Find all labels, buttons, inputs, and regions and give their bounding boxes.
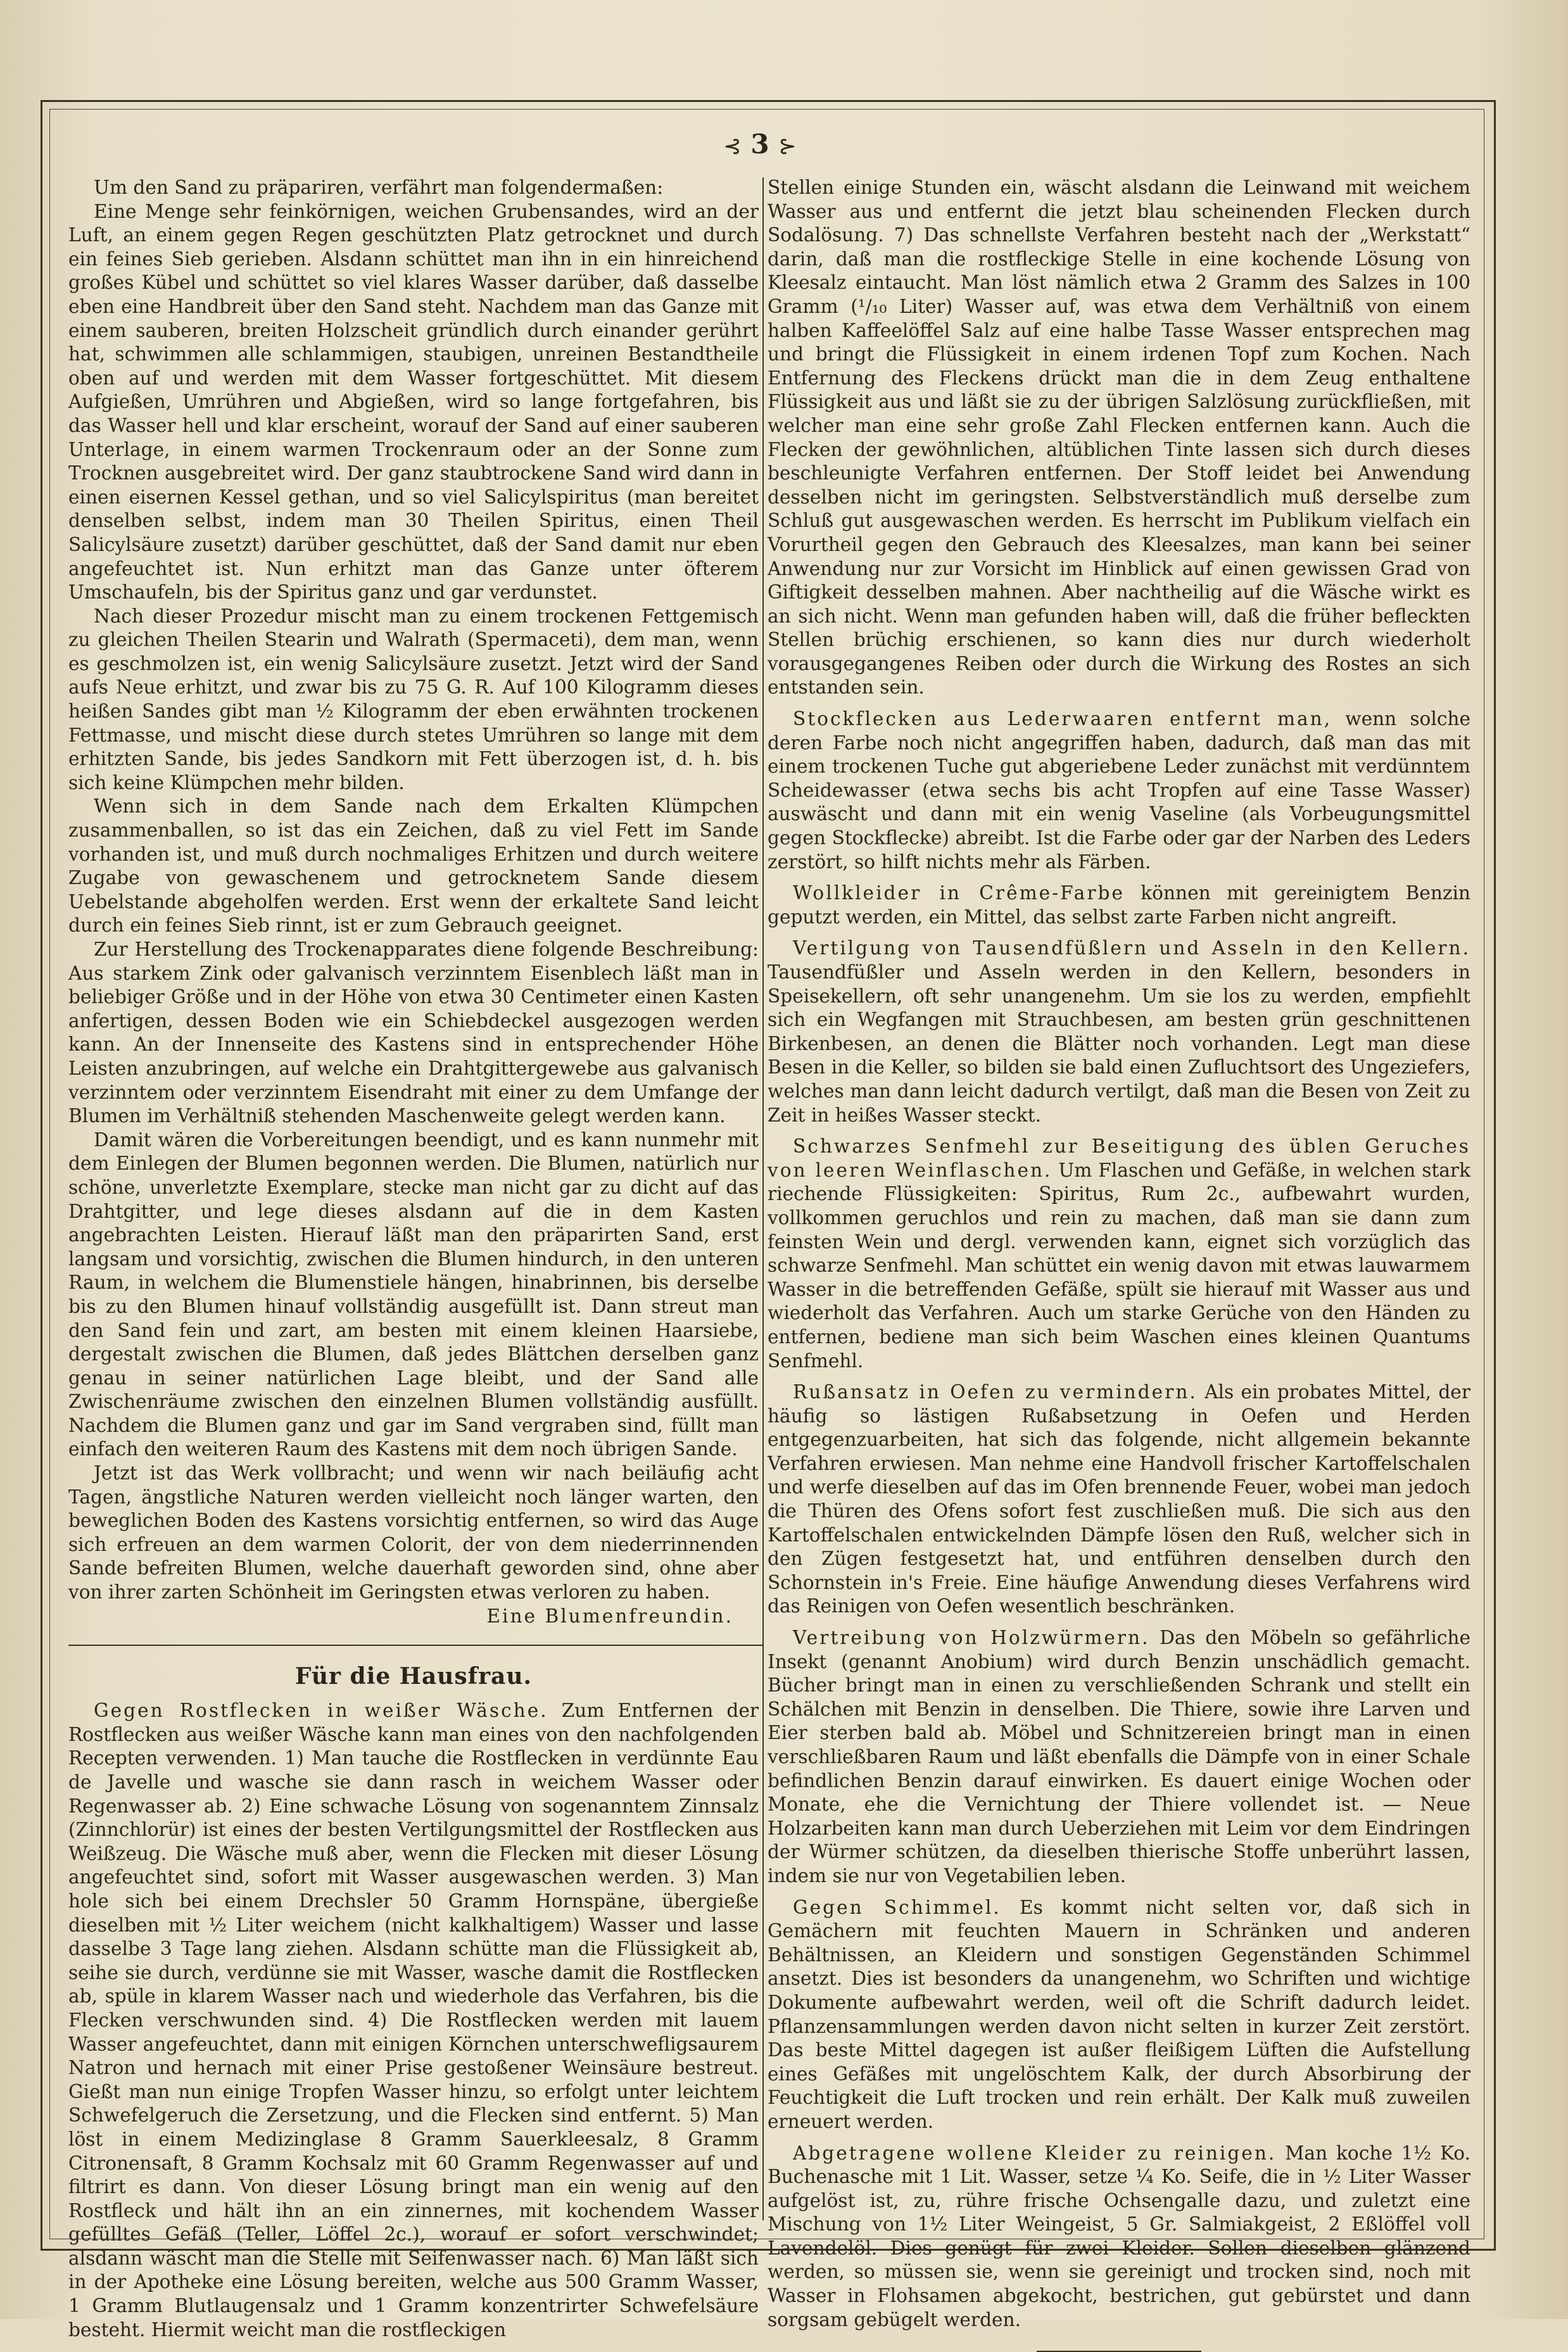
ornament-right-icon: ⊱ — [778, 134, 797, 159]
author-signature: Eine Blumenfreundin. — [486, 1605, 733, 1627]
intro-paragraph: Um den Sand zu präpariren, verfährt man folgendermaßen: — [94, 177, 664, 198]
ornament-left-icon: ⊰ — [723, 134, 742, 159]
article-lead: Schwarzes Senfmehl zur Beseitigung des üblen Geruches von leeren Weinflaschen. — [768, 1135, 1470, 1181]
section-divider — [68, 1645, 762, 1646]
spacer — [768, 1373, 1470, 1381]
article-text: Um Flaschen und Gefäße, in welchen stark riechende Flüssigkeiten: Spiritus, Rum 2c., aufbewahrt wurden, vollkommen geruchlos und rein zu machen, daß man sie dann zum feinsten Wein und dergl. verwenden kann, eignet sich vorzüglich das schwarze Senfmehl. Man schüttet ein wenig davon mit etwas lauwarmem Wasser in die betreffenden Gefäße, spült sie hierauf mit Wasser aus und wiederholt das Verfahren. Auch um starke Gerüche von den Händen zu entfernen, bediene man sich beim Waschen eines kleinen Quantums Senfmehl. — [768, 1159, 1470, 1372]
article-lead: Vertilgung von Tausendfüßlern und Asseln in den Kellern. — [793, 937, 1470, 959]
article-text: Als ein probates Mittel, der häufig so lästigen Rußabsetzung in Oefen und Herden entgegenzuarbeiten, hat sich das folgende, nicht allgemein bekannte Verfahren erwiesen. Man nehme eine Handvoll frischer Kartoffelschalen und werfe dieselben auf das im Ofen brennende Feuer, wobei man jedoch die Thüren des Ofens sofort fest zuschließen muß. Die sich aus den Kartoffelschalen entwickelnden Dämpfe lösen den Ruß, welcher sich in den Zügen festgesetzt hat, und entführen denselben durch den Schornstein in's Freie. Eine häufige Anwendung dieses Verfahrens wird das Reinigen von Oefen wesentlich beschränken. — [768, 1381, 1470, 1617]
paragraph: Eine Menge sehr feinkörnigen, weichen Grubensandes, wird an der Luft, an einem gegen Regen geschützten Platz getrocknet und durch ein feines Sieb gerieben. Alsdann schüttet man ihn in ein hinreichend großes Kübel und schüttet so viel klares Wasser darüber, daß dasselbe eben eine Handbreit über den Sand steht. Nachdem man das Ganze mit einem sauberen, breiten Holzscheit gründlich durch einander gerührt hat, schwimmen alle schlammigen, staubigen, unreinen Bestandtheile oben auf und werden mit dem Wasser fortgeschüttet. Mit diesem Aufgießen, Umrühren und Abgießen, wird so lange fortgefahren, bis das Wasser hell und klar erscheint, worauf der Sand auf einer sauberen Unterlage, in einem warmen Trockenraum oder an der Sonne zum Trocknen ausgebreitet wird. Der ganz staubtrockene Sand wird dann in einen eisernen Kessel gethan, und so viel Salicylspiritus (man bereitet denselben selbst, indem man 30 Theilen Spiritus, einen Theil Salicylsäure zusetzt) darüber geschüttet, daß der Sand damit nur eben angefeuchtet ist. Nun erhitzt man das Ganze unter öfterem Umschaufeln, bis der Spiritus ganz und gar verdunstet. — [68, 200, 759, 604]
left-column — [68, 176, 759, 2341]
column-divider — [762, 177, 764, 2220]
article-item — [768, 1896, 1470, 2134]
article-lead: Gegen Schimmel. — [793, 1896, 1001, 1918]
page-number-value: 3 — [750, 129, 769, 160]
article-lead: Abgetragene wollene Kleider zu reinigen. — [793, 2142, 1277, 2164]
article-text: Zum Entfernen der Rostflecken aus weißer Wäsche kann man eines von den nachfolgenden Recepten verwenden. 1) Man tauche die Rostflecken in verdünnte Eau de Javelle und wasche sie dann rasch in weichem Wasser oder Regenwasser ab. 2) Eine schwache Lösung von sogenanntem Zinnsalz (Zinnchlorür) ist eines der besten Vertilgungsmittel der Rostflecken aus Weißzeug. Die Wäsche muß aber, wenn die Flecken mit dieser Lösung angefeuchtet sind, sofort mit Wasser ausgewaschen werden. 3) Man hole sich bei einem Drechsler 50 Gramm Hornspäne, übergieße dieselben mit ½ Liter weichem (nicht kalkhaltigem) Wasser und lasse dasselbe 3 Tage lang ziehen. Alsdann schütte man die Flüssigkeit ab, seihe sie durch, verdünne sie mit Wasser, wasche damit die Rostflecken ab, spüle in klarem Wasser nach und wiederhole das Verfahren, bis die Flecken verschwunden sind. 4) Die Rostflecken werden mit lauem Wasser angefeuchtet, dann mit einigen Körnchen unterschwefligsaurem Natron und hernach mit einer Prise gestoßener Weinsäure bestreut. Gießt man nun einige Tropfen Wasser hinzu, so erfolgt unter leichtem Schwefelgeruch die Zersetzung, und die Flecken sind entfernt. 5) Man löst in einem Medizinglase 8 Gramm Sauerkleesalz, 8 Gramm Citronensaft, 8 Gramm Kochsalz mit 60 Gramm Regenwasser auf und filtrirt es dann. Von dieser Lösung bringt man ein wenig auf den Rostfleck und hält ihn an ein zinnernes, mit kochendem Wasser gefülltes Gefäß (Teller, Löffel 2c.), worauf er sofort verschwindet; alsdann wäscht man die Stelle mit Seifenwasser nach. 6) Man läßt sich in der Apotheke eine Lösung bereiten, welche aus 500 Gramm Wasser, 1 Gramm Blutlaugensalz und 1 Gramm konzentrirter Schwefelsäure besteht. Hiermit weicht man die rostfleckigen — [68, 1700, 759, 2341]
article-item — [768, 1135, 1470, 1373]
article-text: Das den Möbeln so gefährliche Insekt (genannt Anobium) wird durch Benzin unschädlich gemacht. Bücher bringt man in einen zu verschließenden Schrank und stellt ein Schälchen mit Benzin in denselben. Die Thiere, sowie ihre Larven und Eier sterben bald ab. Möbel und Schnitzereien bringt man in einen verschließbaren Raum und läßt ebenfalls die Dämpfe von in einer Schale befindlichen Benzin darauf einwirken. Es dauert einige Wochen oder Monate, ehe die Vernichtung der Thiere vollendet ist. — Neue Holzarbeiten kann man durch Ueberziehen mit Leim vor dem Eindringen der Würmer schützen, da dieselben thierische Stoffe unberührt lassen, indem sie nur von Vegetabilien leben. — [768, 1627, 1470, 1887]
article-lead: Vertreibung von Holzwürmern. — [793, 1627, 1150, 1649]
article-lead: Gegen Rostflecken in weißer Wäsche. — [94, 1700, 548, 1722]
spacer — [768, 2134, 1470, 2142]
article-text: wenn solche deren Farbe noch nicht angegriffen haben, dadurch, daß man das mit einem trockenen Tuche gut abgeriebene Leder zunächst mit verdünntem Scheidewasser (etwa sechs bis acht Tropfen auf eine Tasse Wasser) auswäscht und dann mit ein wenig Vaseline (als Vorbeugungsmittel gegen Stockflecke) abreibt. Ist die Farbe oder gar der Narben des Leders zerstört, so hilft nichts mehr als Färben. — [768, 708, 1470, 873]
paragraph: Zur Herstellung des Trockenapparates diene folgende Beschreibung: Aus starkem Zink oder galvanisch verzinntem Eisenblech läßt man in beliebiger Größe und in der Höhe von etwa 30 Centimeter einen Kasten anfertigen, dessen Boden wie ein Schiebdeckel ausgezogen werden kann. An der Innenseite des Kastens sind in entsprechender Höhe Leisten anzubringen, auf welche ein Drahtgittergewebe aus galvanisch verzinntem oder verzinntem Eisendraht mit einer zu dem Umfange der Blumen im Verhältniß stehenden Maschenweite gelegt werden kann. — [68, 939, 759, 1127]
article-text: Tausendfüßler und Asseln werden in den Kellern, besonders in Speisekellern, oft sehr unangenehm. Um sie los zu werden, empfiehlt sich ein Wegfangen mit Strauchbesen, am besten grün geschnittenen Birkenbesen, an denen die Blätter noch vorhanden. Legt man diese Besen in die Keller, so bilden sie bald einen Zufluchtsort des Ungeziefers, welches man dann leicht dadurch vertilgt, daß man die Besen von Zeit zu Zeit in heißes Wasser steckt. — [768, 961, 1470, 1126]
paragraph: Nach dieser Prozedur mischt man zu einem trockenen Fettgemisch zu gleichen Theilen Stearin und Walrath (Spermaceti), dem man, wenn es geschmolzen ist, ein wenig Salicylsäure zusetzt. Jetzt wird der Sand aufs Neue erhitzt, und zwar bis zu 75 G. R. Auf 100 Kilogramm dieses heißen Sandes gibt man ½ Kilogramm der eben erwähnten trockenen Fettmasse, und mischt diese durch stetes Umrühren so lange mit dem erhitzten Sande, bis jedes Sandkorn mit Fett überzogen ist, d. h. bis sich keine Klümpchen mehr bilden. — [68, 605, 759, 793]
page-number — [684, 125, 836, 163]
article-text: können mit gereinigtem Benzin geputzt werden, ein Mittel, das selbst zarte Farben nicht angreift. — [768, 882, 1470, 928]
spacer — [768, 1888, 1470, 1896]
article-text: Man koche 1½ Ko. Buchenasche mit 1 Lit. Wasser, setze ¼ Ko. Seife, die in ½ Liter Wasser aufgelöst ist, zu, rühre frische Ochsengalle dazu, und zuletzt eine Mischung von 1½ Liter Weingeist, 5 Gr. Salmiakgeist, 2 Eßlöffel voll Lavendelöl. Dies genügt für zwei Kleider. Sollen dieselben glänzend werden, so müssen sie, wenn sie gereinigt und trocken sind, noch mit Wasser in Flohsamen abgekocht, bestrichen, gut gebürstet und dann sorgsam gebügelt werden. — [768, 2142, 1470, 2330]
section-title: Für die Hausfrau. — [294, 1663, 533, 1690]
spacer — [768, 1127, 1470, 1135]
rust-stain-article — [68, 1699, 759, 2342]
paragraph: Jetzt ist das Werk vollbracht; und wenn wir nach beiläufig acht Tagen, ängstliche Naturen werden vielleicht noch länger warten, den beweglichen Boden des Kastens vorsichtig entfernen, so wird das Auge sich erfreuen an dem warmen Colorit, der von dem niederrinnenden Sande befreiten Blumen, welche dauerhaft geworden sind, ohne aber von ihrer zarten Schönheit im Geringsten etwas verloren zu haben. — [68, 1462, 759, 1603]
article-item — [768, 1626, 1470, 1888]
spacer — [768, 700, 1470, 707]
article-item — [768, 1381, 1470, 1619]
spacer — [768, 1619, 1470, 1626]
article-lead: Rußansatz in Oefen zu vermindern. — [793, 1381, 1198, 1403]
paragraph: Damit wären die Vorbereitungen beendigt, und es kann nunmehr mit dem Einlegen der Blumen begonnen werden. Die Blumen, natürlich nur schöne, unverletzte Exemplare, stecke man nicht gar zu dicht auf das Drahtgitter, und lege dieses alsdann auf die in dem Kasten angebrachten Leisten. Hierauf läßt man den präparirten Sand, erst langsam und vorsichtig, zwischen die Blumen hindurch, in den unteren Raum, in welchem die Blumenstiele hängen, hinabrinnen, bis derselbe bis zu den Blumen hinauf vollständig ausgefüllt ist. Dann streut man den Sand fein und zart, am besten mit einem kleinen Haarsiebe, dergestalt zwischen die Blumen, daß jedes Blättchen derselben ganz genau in seiner natürlichen Lage bleibt, und der Sand alle Zwischenräume zwischen den einzelnen Blumen vollständig ausfüllt. Nachdem die Blumen ganz und gar im Sand vergraben sind, füllt man einfach den weiteren Raum des Kastens mit dem noch übrigen Sande. — [68, 1129, 759, 1460]
article-lead: Wollkleider in Crême-Farbe — [793, 882, 1125, 904]
right-column — [768, 176, 1470, 2330]
paragraph: Wenn sich in dem Sande nach dem Erkalten Klümpchen zusammenballen, so ist das ein Zeichen, daß zu viel Fett im Sande vorhanden ist, und muß durch nochmaliges Erhitzen und durch weitere Zugabe von gewaschenem und getrocknetem Sande diesem Uebelstande abgeholfen werden. Erst wenn der erkaltete Sand leicht durch ein feines Sieb rinnt, ist er zum Gebrauch geeignet. — [68, 795, 759, 937]
article-text: Es kommt nicht selten vor, daß sich in Gemächern mit feuchten Mauern in Schränken und anderen Behältnissen, an Kleidern und sonstigen Gegenständen Schimmel ansetzt. Dies ist besonders da unangenehm, wo Schriften und wichtige Dokumente aufbewahrt werden, weil oft die Schrift dadurch leidet. Pflanzensammlungen werden davon nicht selten in kurzer Zeit zerstört. Das beste Mittel dagegen ist außer fleißigem Lüften die Aufstellung eines Gefäßes mit ungelöschtem Kalk, der durch Absorbirung der Feuchtigkeit die Luft trocken und rein erhält. Der Kalk muß zuweilen erneuert werden. — [768, 1896, 1470, 2132]
continued-paragraph: Stellen einige Stunden ein, wäscht alsdann die Leinwand mit weichem Wasser aus und entfernt die jetzt blau scheinenden Flecken durch Sodalösung. 7) Das schnellste Verfahren besteht nach der „Werkstatt“ darin, daß man die rostfleckige Stelle in eine kochende Lösung von Kleesalz eintaucht. Man löst nämlich etwa 2 Gramm des Salzes in 100 Gramm (¹/₁₀ Liter) Wasser auf, was etwa dem Verhältniß von einem halben Kaffeelöffel Salz auf eine halbe Tasse Wasser entsprechen mag und bringt die Flüssigkeit in einem irdenen Topf zum Kochen. Nach Entfernung des Fleckens drückt man die in dem Zeug enthaltene Flüssigkeit aus und läßt sie zu der übrigen Salzlösung zurückfließen, mit welcher man eine sehr große Zahl Flecken entfernen kann. Auch die Flecken der gewöhnlichen, altüblichen Tinte lassen sich durch dieses beschleunigte Verfahren entfernen. Der Stoff leidet bei Anwendung desselben nicht im geringsten. Selbstverständlich muß derselbe zum Schluß gut ausgewaschen werden. Es herrscht im Publikum vielfach ein Vorurtheil gegen den Gebrauch des Kleesalzes, man kann bei seiner Anwendung nur zur Vorsicht im Hinblick auf einen gewissen Grad von Giftigkeit desselben mahnen. Aber nachtheilig auf die Wäsche wirkt es an sich nicht. Wenn man gefunden haben will, daß die früher befleckten Stellen brüchig erschienen, so kann dies nur durch wiederholt vorausgegangenes Reiben oder durch die Wirkung des Rostes an sich entstanden sein. — [768, 177, 1470, 699]
spacer — [768, 929, 1470, 937]
article-item — [768, 882, 1470, 929]
article-item — [768, 937, 1470, 1127]
spacer — [768, 874, 1470, 882]
article-item — [768, 2142, 1470, 2332]
article-lead: Stockflecken aus Lederwaaren entfernt man, — [793, 708, 1332, 730]
article-item — [768, 707, 1470, 874]
